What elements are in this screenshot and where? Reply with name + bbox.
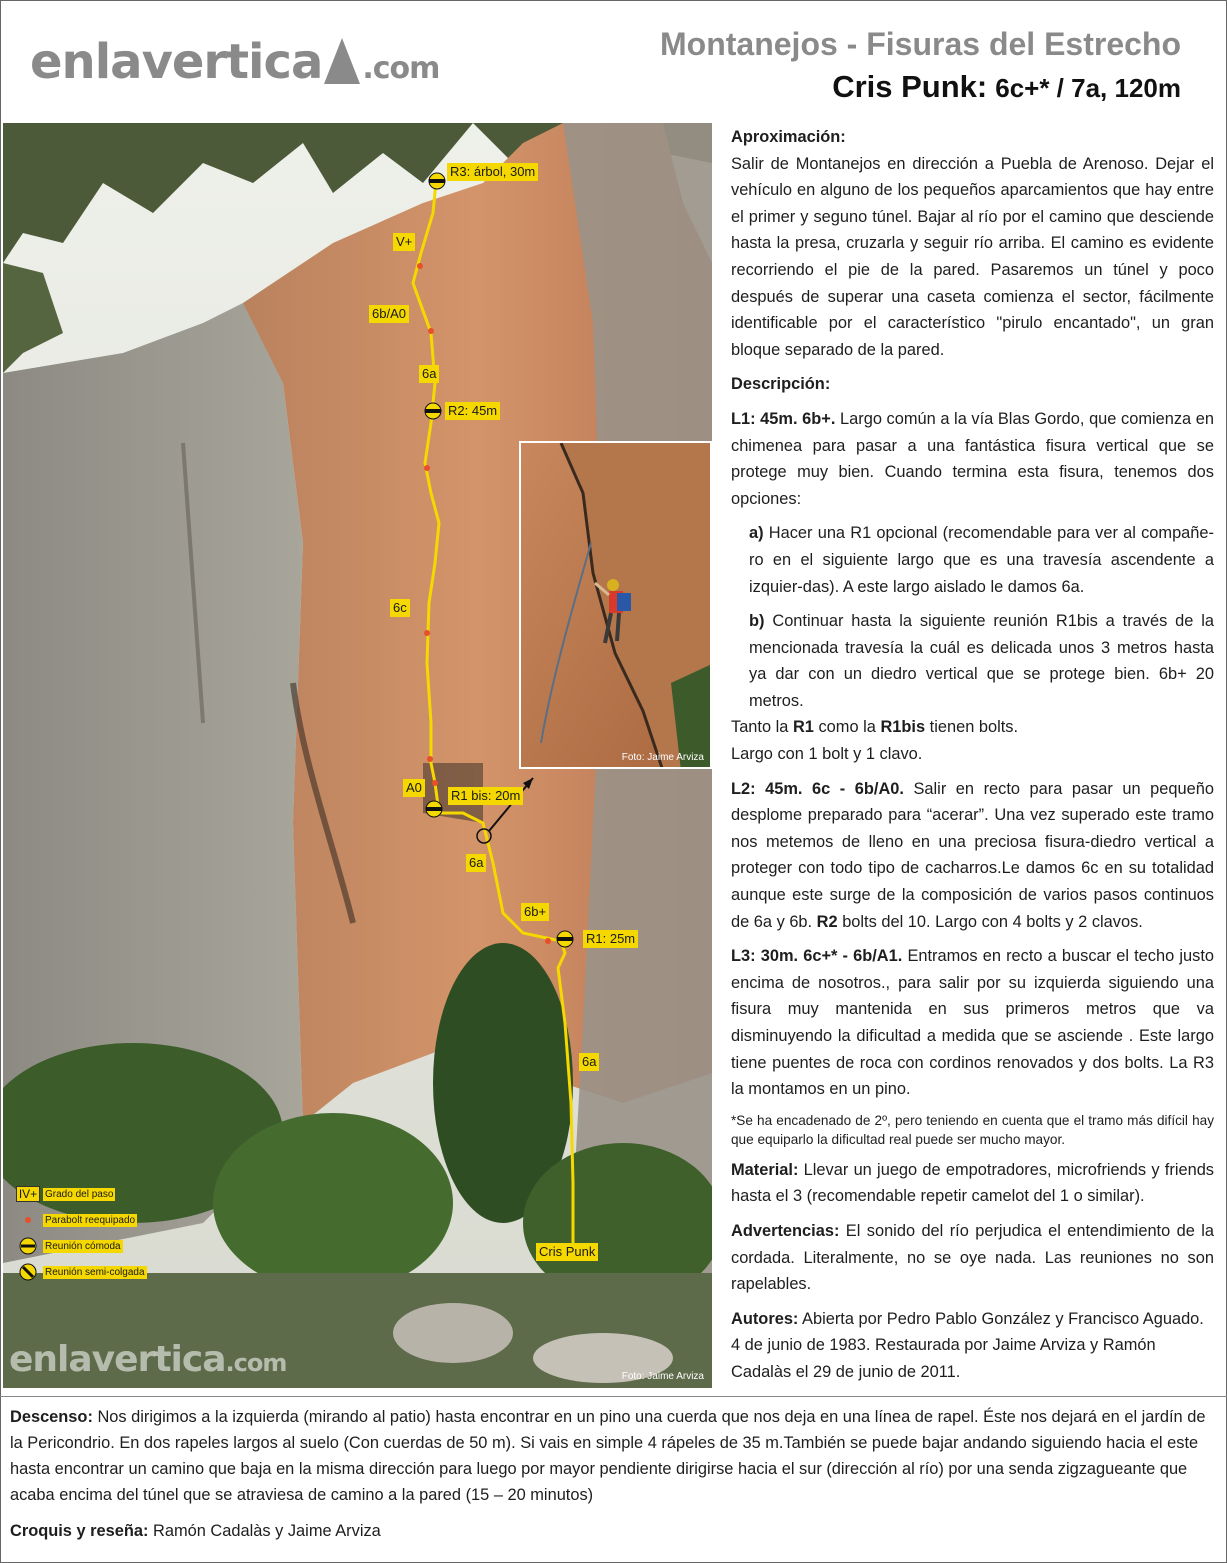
material-heading: Material: bbox=[731, 1160, 799, 1179]
photo-watermark bbox=[9, 1339, 286, 1380]
watermark-text: enlavertica bbox=[9, 1339, 226, 1380]
legend-belay-comfy-label: Reunión cómoda bbox=[45, 1240, 121, 1252]
route-name: Cris Punk: bbox=[832, 69, 988, 104]
material bbox=[731, 1157, 1214, 1210]
route-grade: 6c+* / 7a, 120m bbox=[995, 73, 1181, 103]
pitch-3 bbox=[731, 943, 1214, 1103]
warnings-text: El sonido del río perjudica el entendimiento de la cordada. Literalmente, no se oye nada. Las reuniones no son rapelables. bbox=[731, 1221, 1214, 1294]
grade-footnote: *Se ha encadenado de 2º, pero teniendo en cuenta que el tramo más difícil hay que equiparlo la dificultad real puede ser mucho mayor. bbox=[731, 1112, 1214, 1147]
title-block bbox=[660, 26, 1181, 110]
legend-bolt-label: Parabolt reequipado bbox=[45, 1214, 136, 1226]
legend-grade-symbol: IV+ bbox=[16, 1186, 40, 1202]
warnings-heading: Advertencias: bbox=[731, 1221, 840, 1240]
pitch-1-text: Largo común a la vía Blas Gordo, que comienza en chimenea para pasar a una fantástica fisura vertical que se protege muy bien. Cuando termina esta fisura, tenemos dos opciones: bbox=[731, 409, 1214, 508]
legend-grade-row bbox=[13, 1181, 147, 1207]
warnings bbox=[731, 1218, 1214, 1298]
belay-bolts-note bbox=[731, 714, 1214, 741]
legend-belay-hanging-row bbox=[13, 1259, 147, 1285]
label-grade-6b-a0: 6b/A0 bbox=[369, 305, 409, 323]
pitch-1-gear: Largo con 1 bolt y 1 clavo. bbox=[731, 745, 923, 764]
label-r1: R1: 25m bbox=[583, 930, 638, 948]
label-r3: R3: árbol, 30m bbox=[447, 163, 538, 181]
inset-climber-illustration bbox=[521, 443, 712, 769]
option-a-label: a) bbox=[749, 524, 764, 543]
label-grade-6a-low: 6a bbox=[579, 1053, 599, 1071]
pitch-2-gear: bolts del 10. Largo con 4 bolts y 2 clavos. bbox=[842, 912, 1143, 931]
descent-text: Nos dirigimos a la izquierda (mirando al patio) hasta encontrar en un pino una cuerda que nos deja en una línea de rapel. Éste nos dejará en el jardín de la Pericondrio. En dos rapeles largos al suelo (Con cuerdas de 50 m). Si vais en simple 4 rápeles de 35 m.También se puede bajar andando siguiendo hacia el este hasta encontrar un camino que baja en la misma dirección para luego por mayor pendiente dirigirse hacia el sur (dirección al río) por una senda zigzagueante que acaba encima del túnel que se atraviesa de camino a la pared (15 – 20 minutos) bbox=[10, 1408, 1206, 1504]
logo-climber-icon bbox=[324, 38, 360, 84]
pitch-3-text: Entramos en recto a buscar el techo justo encima de nosotros., para salir por su izquierda siguiendo una fisura muy mantenida en sus primeros metros que va disminuyendo la dificultad a medida que se asciende . Este largo tiene puentes de roca con cordinos renovados y dos bolts. La R3 la montamos en un pino. bbox=[731, 947, 1214, 1099]
pitch-3-heading: L3: 30m. 6c+* - 6b/A1. bbox=[731, 947, 903, 966]
legend bbox=[13, 1181, 147, 1285]
belay-note-r1: R1 bbox=[792, 718, 814, 737]
legend-grade-label: Grado del paso bbox=[45, 1188, 114, 1200]
label-grade-6a-top: 6a bbox=[419, 365, 439, 383]
legend-bolt-row bbox=[13, 1207, 147, 1233]
sector-title: Montanejos - Fisuras del Estrecho bbox=[660, 26, 1181, 62]
label-grade-6a-mid: 6a bbox=[466, 854, 486, 872]
site-logo[interactable] bbox=[30, 34, 440, 90]
label-r2: R2: 45m bbox=[445, 402, 500, 420]
description-heading: Descripción: bbox=[731, 375, 831, 394]
pitch-2-r2: R2 bbox=[816, 912, 838, 931]
pitch-1-heading: L1: 45m. 6b+. bbox=[731, 409, 836, 428]
approach-heading: Aproximación: bbox=[731, 128, 846, 146]
topo-photo bbox=[3, 123, 712, 1388]
descent-section bbox=[10, 1404, 1216, 1544]
option-b bbox=[731, 608, 1214, 714]
belay-hanging-icon bbox=[19, 1263, 37, 1281]
label-grade-v-plus: V+ bbox=[393, 233, 415, 251]
watermark-suffix: .com bbox=[225, 1349, 287, 1377]
inset-photo-credit: Foto: Jaime Arviza bbox=[621, 752, 704, 763]
section-divider bbox=[0, 1396, 1227, 1397]
belay-note-part-1: Tanto la bbox=[731, 718, 789, 737]
label-grade-6c: 6c bbox=[390, 599, 410, 617]
option-a bbox=[731, 520, 1214, 600]
bolt-dot-icon bbox=[24, 1216, 32, 1224]
logo-suffix: .com bbox=[362, 51, 440, 86]
credits bbox=[10, 1518, 1216, 1544]
pitch-2-heading: L2: 45m. 6c - 6b/A0. bbox=[731, 779, 904, 798]
label-route-start: Cris Punk bbox=[536, 1243, 598, 1261]
belay-note-r1bis: R1bis bbox=[880, 718, 926, 737]
option-b-text: Continuar hasta la siguiente reunión R1bis a través de la mencionada travesía la cuál es delicada unos 3 metros hasta ya dar con un diedro vertical que se protege bien. 6b+ 20 metros. bbox=[749, 612, 1214, 710]
option-a-text: Hacer una R1 opcional (recomendable para ver al compañe-ro en el siguiente largo que es una travesía ascendente a izquier-das). A este largo aislado le damos 6a. bbox=[749, 524, 1214, 596]
pitch-2 bbox=[731, 776, 1214, 936]
belay-note-part-2: como la bbox=[818, 718, 876, 737]
authors bbox=[731, 1306, 1214, 1386]
authors-heading: Autores: bbox=[731, 1309, 799, 1328]
route-title bbox=[660, 70, 1181, 110]
inset-photo bbox=[519, 441, 712, 769]
belay-note-part-3: tienen bolts. bbox=[929, 718, 1019, 737]
photo-credit: Foto: Jaime Arviza bbox=[621, 1371, 704, 1382]
authors-text: Abierta por Pedro Pablo González y Francisco Aguado. 4 de junio de 1983. Restaurada por Jaime Arviza y Ramón Cadalàs el 29 de junio de 2011. bbox=[731, 1309, 1204, 1381]
label-r1-bis: R1 bis: 20m bbox=[448, 787, 523, 805]
label-grade-6b-plus: 6b+ bbox=[521, 903, 549, 921]
label-grade-a0: A0 bbox=[403, 779, 425, 797]
credits-heading: Croquis y reseña: bbox=[10, 1522, 149, 1540]
pitch-1 bbox=[731, 406, 1214, 512]
option-b-label: b) bbox=[749, 612, 765, 631]
pitch-2-text: Salir en recto para pasar un pequeño desplome preparado para “acerar”. Una vez superado este tramo nos metemos de lleno en una preciosa fisura-diedro vertical a proteger con todo tipo de cacharros.Le damos 6c en su totalidad aunque este surge de la composición de varios pasos continuos de 6a y 6b. bbox=[731, 779, 1214, 931]
descent-heading: Descenso: bbox=[10, 1408, 93, 1426]
approach-text: Salir de Montanejos en dirección a Puebla de Arenoso. Dejar el vehículo en alguno de los pequeños aparcamientos que hay entre el primer y seguno túnel. Bajar al río por el camino que desciende hasta la presa, cruzarla y seguir río arriba. El camino es evidente recorriendo el pie de la pared. Pasaremos un túnel y poco después de superar una caseta comienza el sector, fácilmente identificable por el característico "pirulo encantado", un gran bloque separado de la pared. bbox=[731, 154, 1214, 359]
legend-belay-comfy-row bbox=[13, 1233, 147, 1259]
belay-comfy-icon bbox=[19, 1237, 37, 1255]
route-description bbox=[731, 124, 1214, 1386]
credits-text: Ramón Cadalàs y Jaime Arviza bbox=[153, 1522, 381, 1540]
descent bbox=[10, 1404, 1216, 1508]
material-text: Llevar un juego de empotradores, microfriends y friends hasta el 3 (recomendable repetir camelot del 1 o similar). bbox=[731, 1160, 1215, 1206]
legend-belay-hanging-label: Reunión semi-colgada bbox=[45, 1266, 145, 1278]
logo-text: enlavertica bbox=[30, 34, 323, 90]
